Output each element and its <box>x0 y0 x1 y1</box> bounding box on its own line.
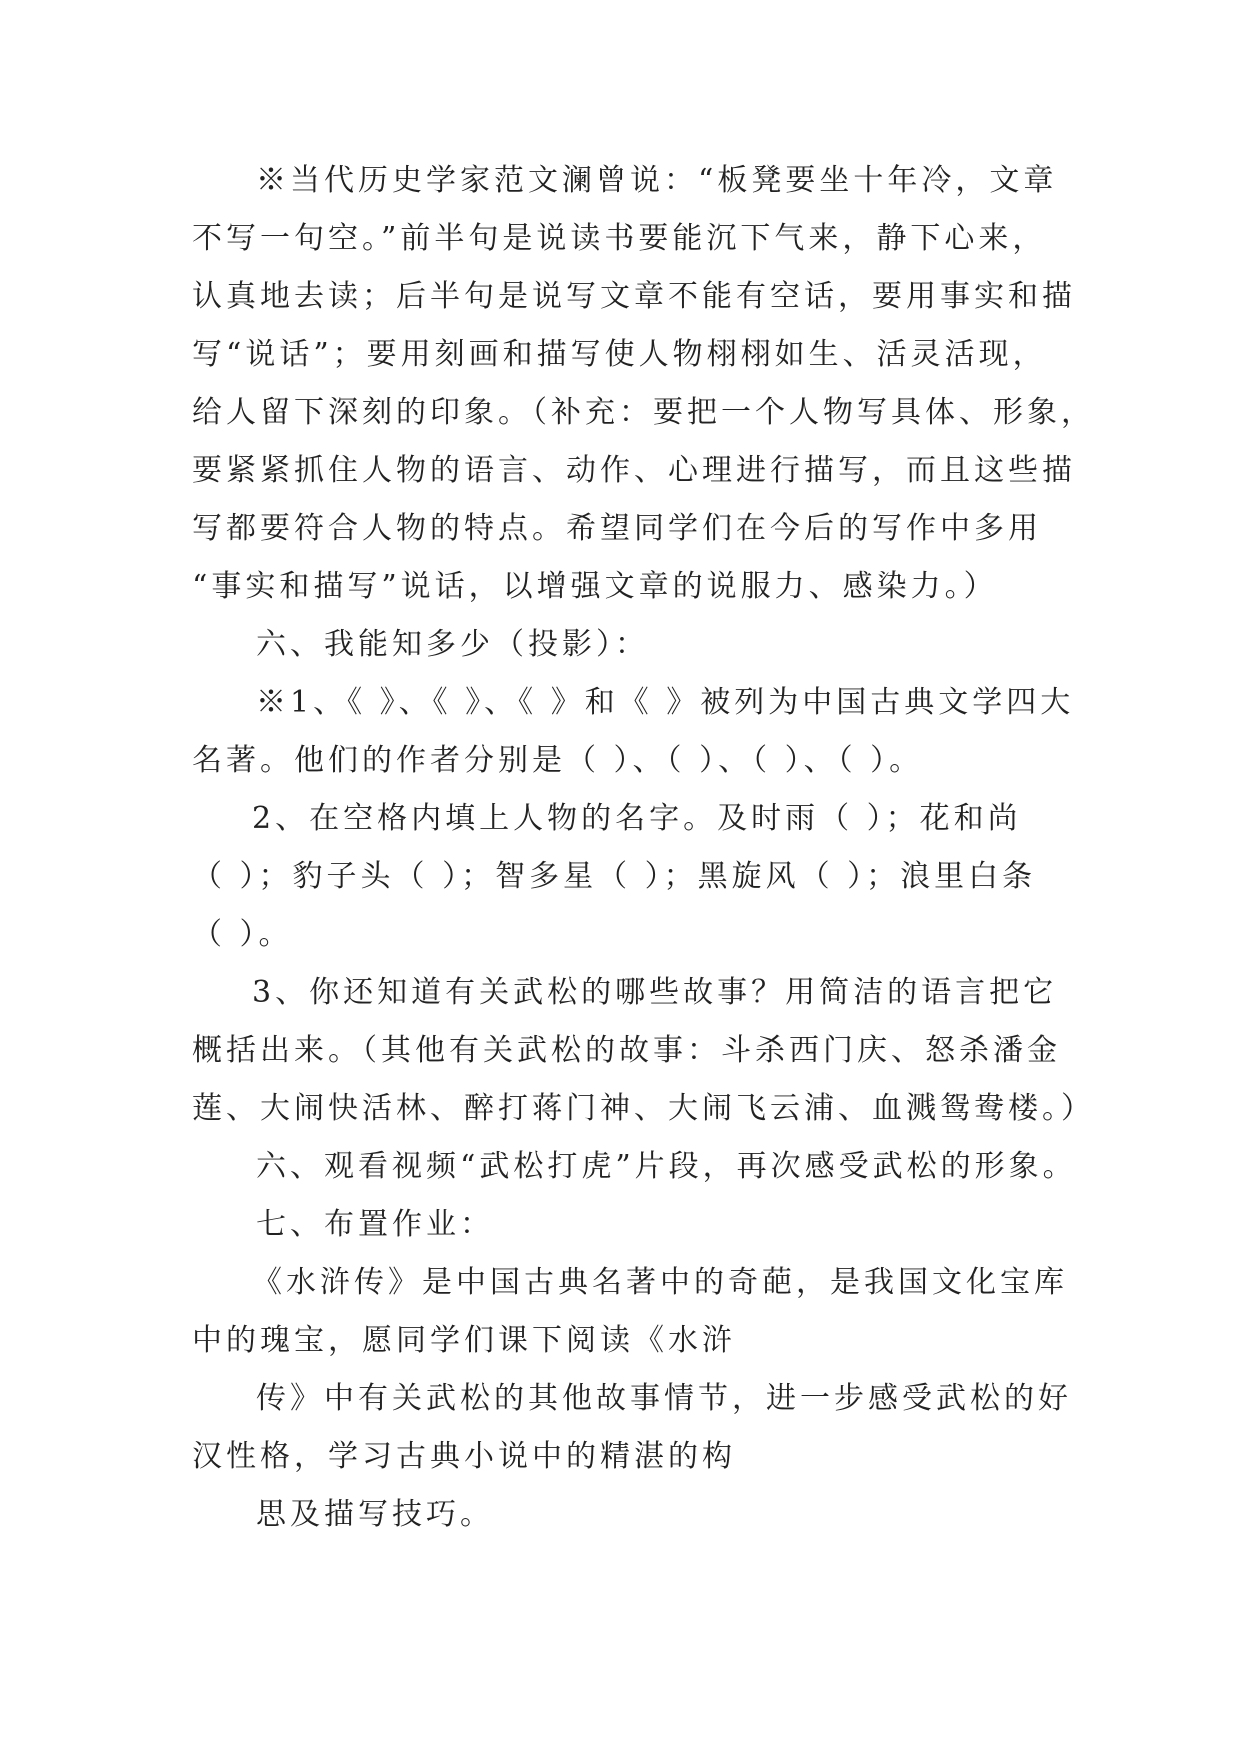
paragraph-line: 给人留下深刻的印象。（补充：要把一个人物写具体、形象， <box>192 395 1095 430</box>
paragraph-line: 2、在空格内填上人物的名字。及时雨（ ）；花和尚 <box>252 801 1022 836</box>
paragraph-line: 《水浒传》是中国古典名著中的奇葩，是我国文化宝库 <box>252 1265 1068 1300</box>
paragraph-line: （ ）。 <box>192 917 293 952</box>
paragraph-line: 思及描写技巧。 <box>256 1497 494 1532</box>
paragraph-line: 3、你还知道有关武松的哪些故事？用简洁的语言把它 <box>252 975 1058 1010</box>
paragraph-line: 传》中有关武松的其他故事情节，进一步感受武松的好 <box>256 1381 1072 1416</box>
paragraph-line: ※当代历史学家范文澜曾说：“板凳要坐十年冷，文章 <box>256 163 1058 198</box>
paragraph-line: 写“说话”；要用刻画和描写使人物栩栩如生、活灵活现， <box>192 337 1047 372</box>
paragraph-line: 莲、大闹快活林、醉打蒋门神、大闹飞云浦、血溅鸳鸯楼。） <box>192 1091 1095 1126</box>
paragraph-line: 概括出来。（其他有关武松的故事：斗杀西门庆、怒杀潘金 <box>192 1033 1061 1068</box>
paragraph-line: 汉性格，学习古典小说中的精湛的构 <box>192 1439 736 1474</box>
paragraph-line: 要紧紧抓住人物的语言、动作、心理进行描写，而且这些描 <box>192 453 1076 488</box>
paragraph-line: 写都要符合人物的特点。希望同学们在今后的写作中多用 <box>192 511 1042 546</box>
section-heading: 六、我能知多少（投影）： <box>256 627 649 662</box>
section-heading: 七、布置作业： <box>256 1207 494 1242</box>
paragraph-line: 名著。他们的作者分别是（ ）、（ ）、（ ）、（ ）。 <box>192 743 924 778</box>
paragraph-line: ※1、《 》、《 》、《 》和《 》被列为中国古典文学四大 <box>256 685 1075 720</box>
paragraph-line: “事实和描写”说话，以增强文章的说服力、感染力。） <box>192 569 998 604</box>
paragraph-line: 认真地去读；后半句是说写文章不能有空话，要用事实和描 <box>192 279 1076 314</box>
paragraph-line: 不写一句空。”前半句是说读书要能沉下气来，静下心来， <box>192 221 1047 256</box>
section-heading: 六、观看视频“武松打虎”片段，再次感受武松的形象。 <box>256 1149 1077 1184</box>
paragraph-line: 中的瑰宝，愿同学们课下阅读《水浒 <box>192 1323 736 1358</box>
paragraph-line: （ ）；豹子头（ ）；智多星（ ）；黑旋风（ ）；浪里白条 <box>192 859 1037 894</box>
